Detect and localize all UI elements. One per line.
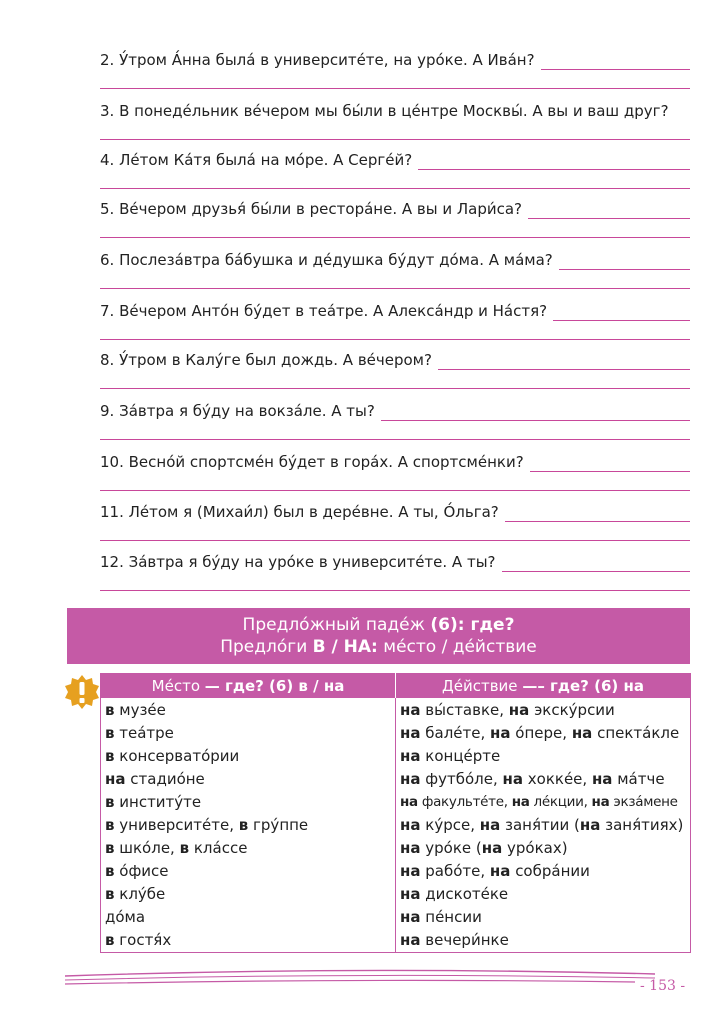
cell-text: о́фисе (114, 862, 169, 881)
action-cell (396, 698, 691, 721)
table-body (101, 698, 691, 953)
question-text: 6. Послеза́втра ба́бушка и де́душка бу́дут до́ма. А ма́ма? (100, 251, 553, 269)
page-number: - 153 - (640, 978, 686, 994)
table-row (101, 790, 691, 813)
answer-blank[interactable] (541, 53, 690, 70)
answer-blank-line[interactable] (100, 339, 690, 340)
question-text: 9. За́втра я бу́ду на вокза́ле. А ты? (100, 402, 375, 420)
banner-title (67, 614, 690, 636)
answer-blank-line[interactable] (100, 590, 690, 591)
question-text: 10. Весно́й спортсме́н бу́дет в гора́х. А спортсме́нки? (100, 453, 524, 471)
table-row (101, 767, 691, 790)
exercise-item (100, 148, 690, 200)
answer-blank[interactable] (438, 353, 690, 370)
answer-blank-line[interactable] (100, 439, 690, 440)
action-cell (396, 767, 691, 790)
question-text: 7. Ве́чером Анто́н бу́дет в теа́тре. А Алекса́ндр и На́стя? (100, 302, 548, 320)
question-text: 2. У́тром А́нна была́ в университе́те, на уро́ке. А Ива́н? (100, 51, 535, 69)
table-row (101, 906, 691, 929)
cell-text: футбо́ле, (420, 769, 503, 788)
cell-text: экску́рсии (529, 700, 615, 719)
cell-text: до́ма (105, 908, 146, 927)
preposition: на (481, 839, 503, 858)
preposition: на (502, 769, 523, 788)
table-row (101, 698, 691, 721)
banner-title-text: Предло́жный паде́ж (242, 615, 431, 635)
answer-blank-line[interactable] (100, 188, 690, 189)
place-cell (101, 860, 396, 883)
preposition: в (105, 792, 115, 811)
answer-blank-line[interactable] (100, 139, 690, 140)
action-cell (396, 883, 691, 906)
banner-subtitle-suffix: ме́сто / де́йствие (377, 637, 537, 657)
cell-text: гостя́х (114, 931, 172, 950)
place-cell (101, 837, 396, 860)
question-text: 4. Ле́том Ка́тя была́ на мо́ре. А Серге́й? (100, 151, 413, 169)
place-cell (101, 906, 396, 929)
cell-text: факульте́те, (417, 793, 512, 810)
answer-blank-line[interactable] (100, 88, 690, 89)
cell-text: музе́е (114, 700, 166, 719)
exercise-item (100, 550, 690, 602)
preposition: в (105, 839, 115, 858)
cell-text: бале́те, (420, 723, 491, 742)
cell-text: ле́кции, (529, 793, 592, 810)
answer-blank[interactable] (553, 304, 690, 321)
banner-title-bold: (6): где? (430, 615, 515, 635)
answer-blank[interactable] (528, 202, 690, 219)
cell-text: ма́тче (612, 769, 665, 788)
preposition: на (490, 723, 511, 742)
cell-text: пе́нсии (420, 908, 482, 927)
preposition: на (400, 700, 421, 719)
cell-text: уро́ке ( (420, 839, 482, 858)
exercise-item (100, 248, 690, 300)
table-row (101, 813, 691, 836)
header-action-text: Де́йствие (442, 677, 523, 695)
cell-text: гру́ппе (248, 816, 309, 835)
preposition: на (400, 862, 421, 881)
answer-blank[interactable] (418, 153, 690, 170)
preposition: на (591, 769, 613, 788)
cell-text: рабо́те, (420, 862, 490, 881)
answer-blank[interactable] (381, 404, 690, 421)
preposition: на (489, 862, 511, 881)
cell-text: стадио́не (125, 769, 205, 788)
place-cell (101, 790, 396, 813)
place-cell (101, 883, 396, 906)
preposition: на (579, 816, 601, 835)
header-action-bold: —– где? (6) на (522, 677, 644, 695)
table-row (101, 883, 691, 906)
action-cell (396, 744, 691, 767)
place-cell (101, 698, 396, 721)
cell-text: вечери́нке (420, 931, 509, 950)
cell-text: теа́тре (114, 723, 174, 742)
cell-text: собра́нии (510, 862, 590, 881)
cell-text: заня́тии ( (500, 816, 580, 835)
preposition: на (400, 816, 421, 835)
action-cell (396, 721, 691, 744)
preposition: в (179, 839, 190, 858)
cell-text: вы́ставке, (420, 700, 509, 719)
cell-text: шко́ле, (114, 839, 180, 858)
exercise-item (100, 99, 690, 151)
preposition: на (400, 769, 421, 788)
preposition: на (571, 723, 593, 742)
preposition: на (511, 793, 530, 810)
table-row (101, 860, 691, 883)
table-row (101, 721, 691, 744)
header-place-text: Ме́сто (151, 677, 205, 695)
question-text: 5. Ве́чером друзья́ бы́ли в рестора́не. А вы и Лари́са? (100, 200, 522, 218)
preposition: на (400, 885, 421, 904)
cell-text: о́пере, (510, 723, 572, 742)
question-text: 3. В понеде́льник ве́чером мы бы́ли в це́нтре Москвы́. А вы и ваш друг? (100, 102, 669, 120)
cell-text: дискоте́ке (420, 885, 509, 904)
answer-blank[interactable] (559, 253, 690, 270)
cell-text: заня́тиях) (600, 816, 684, 835)
preposition: на (400, 793, 418, 810)
question-text: 11. Ле́том я (Михаи́л) был в дере́вне. А ты, О́льга? (100, 503, 499, 521)
action-cell (396, 790, 691, 813)
preposition: на (591, 793, 610, 810)
cell-text: уро́ках) (502, 839, 568, 858)
header-place-bold: — где? (6) в / на (204, 677, 345, 695)
answer-blank[interactable] (505, 505, 690, 522)
table-row (101, 837, 691, 860)
answer-blank-line[interactable] (100, 388, 690, 389)
place-cell (101, 721, 396, 744)
cell-text: спекта́кле (592, 723, 680, 742)
answer-blank[interactable] (530, 455, 690, 472)
preposition: на (400, 931, 421, 950)
answer-blank-line[interactable] (100, 540, 690, 541)
preposition: в (238, 816, 249, 835)
exercise-item (100, 348, 690, 400)
preposition: в (105, 816, 115, 835)
header-place (101, 674, 396, 699)
cell-text: университе́те, (114, 816, 239, 835)
preposition: на (400, 746, 421, 765)
exercise-item (100, 450, 690, 502)
answer-blank-line[interactable] (100, 490, 690, 491)
preposition: на (400, 723, 421, 742)
cell-text: клу́бе (114, 885, 166, 904)
preposition: в (105, 862, 115, 881)
answer-blank-line[interactable] (100, 237, 690, 238)
place-cell (101, 767, 396, 790)
answer-blank[interactable] (502, 555, 691, 572)
action-cell (396, 906, 691, 929)
preposition: на (479, 816, 501, 835)
banner-subtitle-text: Предло́ги (220, 637, 313, 657)
preposition: на (400, 839, 421, 858)
preposition: в (105, 931, 115, 950)
cell-text: хокке́е, (523, 769, 592, 788)
cell-text: экза́мене (609, 793, 678, 810)
cell-text: институ́те (114, 792, 202, 811)
cell-text: конце́рте (420, 746, 501, 765)
table-row (101, 929, 691, 953)
preposition: в (105, 885, 115, 904)
cell-text: кла́ссе (189, 839, 248, 858)
place-cell (101, 929, 396, 953)
exercise-item (100, 299, 690, 351)
preposition: в (105, 723, 115, 742)
question-text: 12. За́втра я бу́ду на уро́ке в университе́те. А ты? (100, 553, 496, 571)
action-cell (396, 813, 691, 836)
preposition: в (105, 700, 115, 719)
place-cell (101, 744, 396, 767)
exercise-item (100, 399, 690, 451)
exclamation-badge-icon (64, 674, 100, 710)
action-cell (396, 860, 691, 883)
action-cell (396, 929, 691, 953)
grammar-banner (67, 608, 690, 664)
preposition: на (508, 700, 530, 719)
cell-text: консервато́рии (114, 746, 240, 765)
preposition: в (105, 746, 115, 765)
banner-subtitle-bold: В / НА: (312, 637, 378, 657)
action-cell (396, 837, 691, 860)
exercise-item (100, 197, 690, 249)
table-row (101, 744, 691, 767)
exercise-item (100, 500, 690, 552)
header-action (396, 674, 691, 699)
grammar-table (100, 673, 691, 953)
table-header-row (101, 674, 691, 699)
exercise-item (100, 48, 690, 100)
banner-subtitle (67, 636, 690, 658)
preposition: на (400, 908, 421, 927)
footer-decoration (60, 964, 660, 994)
question-text: 8. У́тром в Калу́ге был дождь. А ве́чером? (100, 351, 432, 369)
cell-text: ку́рсе, (420, 816, 480, 835)
place-cell (101, 813, 396, 836)
answer-blank-line[interactable] (100, 288, 690, 289)
preposition: на (105, 769, 126, 788)
